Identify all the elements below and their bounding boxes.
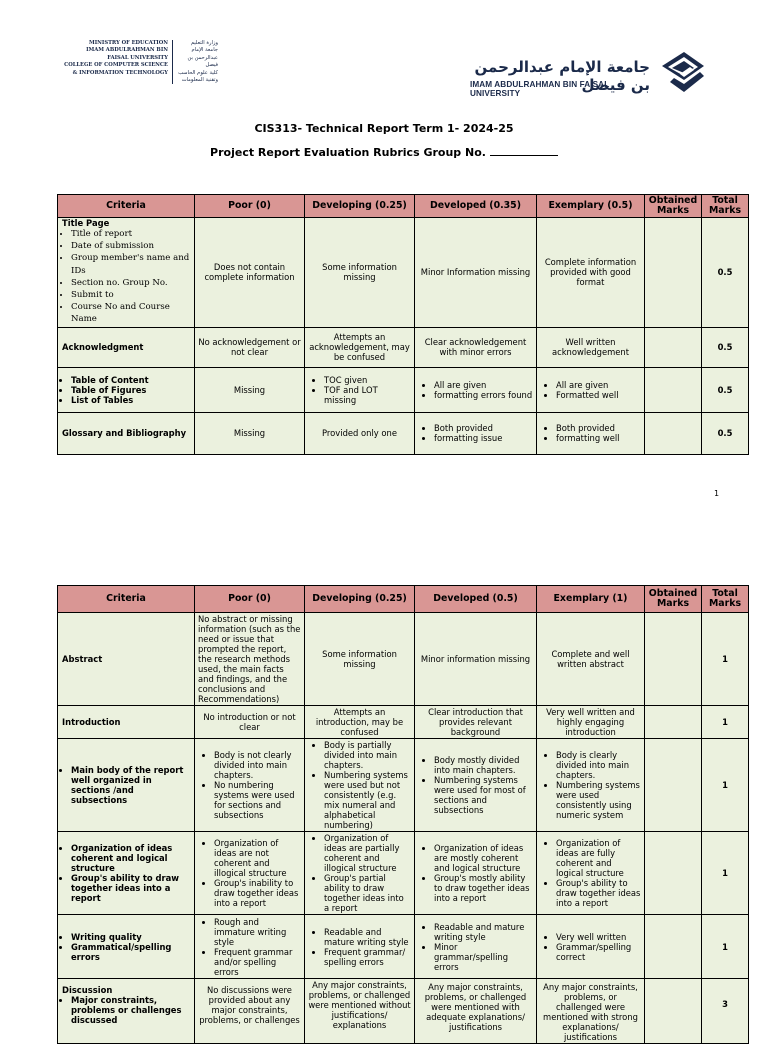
exemplary-cell: Any major constraints, problems, or challenged were mentioned with strong explanations/ justifications (537, 979, 645, 1044)
developing-cell: • Body is partially divided into main chapters. • Numbering systems were used but not consistently (e.g. mix numeral and alphabetical numbering) (305, 739, 415, 832)
header-obtained: Obtained Marks (645, 586, 702, 613)
table-row (58, 367, 749, 412)
total-marks-cell: 0.5 (702, 412, 749, 454)
obtained-marks-cell[interactable] (645, 613, 702, 706)
table-row (58, 706, 749, 739)
developed-cell: • Readable and mature writing style • Minor grammar/spelling errors (415, 915, 537, 979)
developed-cell: • Organization of ideas are mostly coherent and logical structure • Group's mostly ability to draw together ideas into a report (415, 832, 537, 915)
page-header (0, 0, 768, 110)
header-exemplary: Exemplary (1) (537, 586, 645, 613)
obtained-marks-cell[interactable] (645, 367, 702, 412)
developing-cell: Any major constraints, problems, or challenged were mentioned without justifications/ explanations (305, 979, 415, 1044)
poor-cell: • Organization of ideas are not coherent and illogical structure • Group's inability to draw together ideas into a report (195, 832, 305, 915)
subtitle-text: Project Report Evaluation Rubrics Group No. (210, 146, 486, 159)
table-row (58, 915, 749, 979)
obtained-marks-cell[interactable] (645, 979, 702, 1044)
university-name-en: IMAM ABDULRAHMAN BIN FAISAL UNIVERSITY (470, 80, 610, 98)
obtained-marks-cell[interactable] (645, 915, 702, 979)
poor-cell: Does not contain complete information (195, 218, 305, 328)
table-row (58, 979, 749, 1044)
university-logo-icon (660, 50, 706, 94)
total-marks-cell: 0.5 (702, 327, 749, 367)
exemplary-cell: Very well written and highly engaging introduction (537, 706, 645, 739)
developed-cell: • All are given • formatting errors found (415, 367, 537, 412)
header-exemplary: Exemplary (0.5) (537, 195, 645, 218)
header-developed: Developed (0.5) (415, 586, 537, 613)
rubric-table-1 (57, 194, 749, 455)
poor-cell: • Body is not clearly divided into main chapters. • No numbering systems were used for sections and subsections (195, 739, 305, 832)
table-row (58, 412, 749, 454)
header-criteria: Criteria (58, 586, 195, 613)
developing-cell: • TOC given • TOF and LOT missing (305, 367, 415, 412)
page-number: 1 (714, 489, 720, 498)
developed-cell: Any major constraints, problems, or challenged were mentioned with adequate explanations/ justifications (415, 979, 537, 1044)
table-header-row (58, 586, 749, 613)
total-marks-cell: 3 (702, 979, 749, 1044)
criteria-cell: • Organization of ideas coherent and logical structure • Group's ability to draw together ideas into a report (58, 832, 195, 915)
header-criteria: Criteria (58, 195, 195, 218)
poor-cell: No abstract or missing information (such as the need or issue that prompted the report, the research methods used, the main facts and findings, and the conclusions and Recommendations) (195, 613, 305, 706)
poor-cell: Missing (195, 412, 305, 454)
table-row (58, 832, 749, 915)
table-row (58, 739, 749, 832)
poor-cell: No discussions were provided about any major constraints, problems, or challenges (195, 979, 305, 1044)
developing-cell: Attempts an introduction, may be confused (305, 706, 415, 739)
total-marks-cell: 1 (702, 915, 749, 979)
criteria-cell: Discussion • Major constraints, problems or challenges discussed (58, 979, 195, 1044)
developed-cell: Minor Information missing (415, 218, 537, 328)
obtained-marks-cell[interactable] (645, 832, 702, 915)
criteria-cell: Title Page • Title of report • Date of submission • Group member's name and IDs • Section no. Group No. • Submit to • Course No and Course Name (58, 218, 195, 328)
header-developing: Developing (0.25) (305, 195, 415, 218)
obtained-marks-cell[interactable] (645, 706, 702, 739)
total-marks-cell: 1 (702, 739, 749, 832)
obtained-marks-cell[interactable] (645, 739, 702, 832)
table-header-row (58, 195, 749, 218)
exemplary-cell: • All are given • Formatted well (537, 367, 645, 412)
obtained-marks-cell[interactable] (645, 327, 702, 367)
developing-cell: • Organization of ideas are partially coherent and illogical structure • Group's partial ability to draw together ideas into a report (305, 832, 415, 915)
total-marks-cell: 1 (702, 613, 749, 706)
developed-cell: • Both provided • formatting issue (415, 412, 537, 454)
poor-cell: No introduction or not clear (195, 706, 305, 739)
header-developing: Developing (0.25) (305, 586, 415, 613)
university-name-ar: جامعة الإمام عبدالرحمن بن فيصل (474, 58, 650, 94)
exemplary-cell: • Body is clearly divided into main chapters. • Numbering systems were used consistently using numeric system (537, 739, 645, 832)
developing-cell: Attempts an acknowledgement, may be confused (305, 327, 415, 367)
criteria-cell: • Table of Content • Table of Figures • List of Tables (58, 367, 195, 412)
exemplary-cell: • Very well written • Grammar/spelling correct (537, 915, 645, 979)
page-title: CIS313- Technical Report Term 1- 2024-25 (254, 122, 514, 135)
criteria-cell: Introduction (58, 706, 195, 739)
poor-cell: No acknowledgement or not clear (195, 327, 305, 367)
poor-cell: Missing (195, 367, 305, 412)
total-marks-cell: 1 (702, 832, 749, 915)
header-total: Total Marks (702, 586, 749, 613)
criteria-cell: Abstract (58, 613, 195, 706)
developing-cell: Some information missing (305, 218, 415, 328)
total-marks-cell: 0.5 (702, 367, 749, 412)
total-marks-cell: 1 (702, 706, 749, 739)
table-row (58, 218, 749, 328)
criteria-cell: Glossary and Bibliography (58, 412, 195, 454)
table-row (58, 327, 749, 367)
table-row (58, 613, 749, 706)
header-total: Total Marks (702, 195, 749, 218)
ministry-text-ar: وزارة التعليم جامعة الإمام عبدالرحمن بن فيصل كلية علوم الحاسب وتقنية المعلومات (172, 40, 218, 84)
criteria-cell: Acknowledgment (58, 327, 195, 367)
developing-cell: Some information missing (305, 613, 415, 706)
exemplary-cell: • Both provided • formatting well (537, 412, 645, 454)
criteria-cell: • Writing quality • Grammatical/spelling errors (58, 915, 195, 979)
obtained-marks-cell[interactable] (645, 412, 702, 454)
page-subtitle (0, 146, 768, 159)
rubric-table-2 (57, 585, 749, 1044)
developed-cell: • Body mostly divided into main chapters. • Numbering systems were used for most of sections and subsections (415, 739, 537, 832)
header-obtained: Obtained Marks (645, 195, 702, 218)
developing-cell: • Readable and mature writing style • Frequent grammar/ spelling errors (305, 915, 415, 979)
obtained-marks-cell[interactable] (645, 218, 702, 328)
exemplary-cell: Complete information provided with good format (537, 218, 645, 328)
developed-cell: Clear introduction that provides relevant background (415, 706, 537, 739)
developed-cell: Clear acknowledgement with minor errors (415, 327, 537, 367)
poor-cell: • Rough and immature writing style • Frequent grammar and/or spelling errors (195, 915, 305, 979)
exemplary-cell: Well written acknowledgement (537, 327, 645, 367)
developed-cell: Minor information missing (415, 613, 537, 706)
header-poor: Poor (0) (195, 195, 305, 218)
group-number-blank (490, 146, 558, 156)
header-poor: Poor (0) (195, 586, 305, 613)
criteria-cell: • Main body of the report well organized in sections /and subsections (58, 739, 195, 832)
exemplary-cell: • Organization of ideas are fully coherent and logical structure • Group's ability to draw together ideas into a report (537, 832, 645, 915)
header-developed: Developed (0.35) (415, 195, 537, 218)
ministry-text-en: MINISTRY OF EDUCATION IMAM ABDULRAHMAN BIN FAISAL UNIVERSITY COLLEGE OF COMPUTER SCIENCE & INFORMATION TECHNOLOGY (64, 40, 168, 76)
exemplary-cell: Complete and well written abstract (537, 613, 645, 706)
developing-cell: Provided only one (305, 412, 415, 454)
total-marks-cell: 0.5 (702, 218, 749, 328)
